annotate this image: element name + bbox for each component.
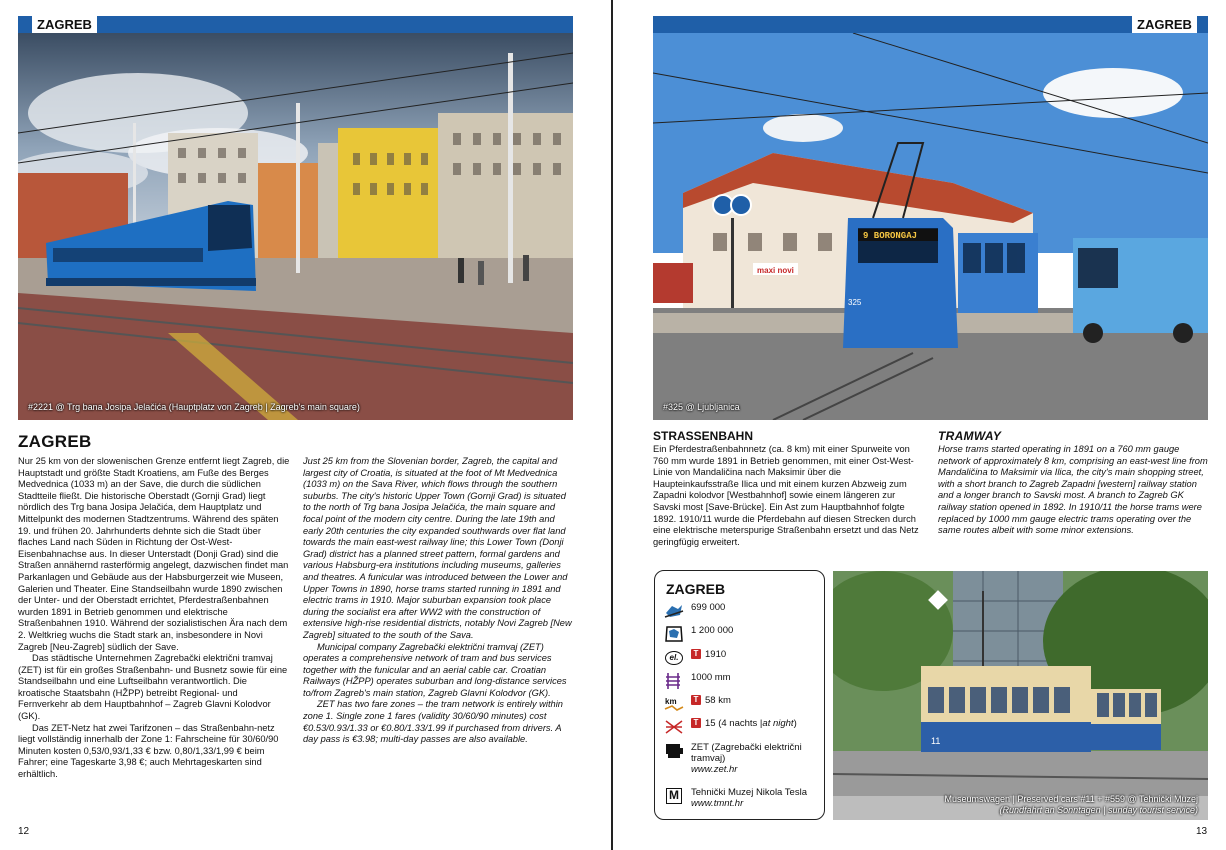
photo-caption-main-square: #2221 @ Trg bana Josipa Jelačića (Hauptplatz von Zagreb | Zagreb's main square)	[28, 402, 360, 412]
metro-area-icon	[663, 625, 685, 643]
length-km-icon	[663, 695, 685, 713]
fact-row-length	[663, 695, 731, 713]
lines-count-value: 15	[705, 718, 716, 729]
english-text-column	[303, 456, 573, 746]
operator-url: www.zet.hr	[691, 764, 738, 775]
lines-note-b: at night	[762, 718, 794, 729]
strassenbahn-text: Ein Pferdestraßenbahnnetz (ca. 8 km) mit einer Spurweite von 760 mm wurde 1891 in Betrieb genommen, mit einer Ost-West-Linie von Mandaličina nach Maksimir über die Haupteinkaufsstraße Ilica und mit einem kurzen Abzweig zum Zapadni kolodvor [Westbahnhof] sowie einem längeren zur Savski most [Save-Brücke]. Ein Ast zum Hauptbahnhof folgte 1892. 1910/11 wurde die Pferdebahn auf diesen Strecken durch eine elektrische meterspurige Straßenbahn ersetzt und das Netz geringfügig erweitert.	[653, 444, 919, 547]
tram-badge-icon: T	[691, 718, 701, 728]
photo-main-square-illustration	[18, 33, 573, 420]
museum-icon: M	[663, 787, 685, 805]
fact-row-population-city	[663, 602, 725, 620]
museum-tram-number: 11	[931, 736, 941, 746]
fact-row-population-metro	[663, 625, 733, 643]
museum-name: Tehnički Muzej Nikola Tesla	[691, 787, 807, 798]
svg-text:km: km	[665, 697, 677, 706]
population-city-value: 699 000	[691, 602, 726, 613]
gauge-value: 1000 mm	[691, 672, 731, 683]
city-area-icon	[663, 602, 685, 620]
fact-box-title: ZAGREB	[666, 581, 726, 597]
fact-box	[654, 570, 825, 820]
de-paragraph-1: Nur 25 km von der slowenischen Grenze entfernt liegt Zagreb, die Hauptstadt und größte Stadt Kroatiens, am Fuße des Berges Medvednica (1033 m) an der Save, die durch die südlichen Stadtteile fließt. Die historische Oberstadt (Gornji Grad) liegt nördlich des Trg bana Josipa Jelačića, dem Hauptplatz und Mittelpunkt des modernen Stadtzentrums. Während des späten 19. und frühen 20. Jahrhunderts dehnte sich die Stadt über flaches Land nach Süden in Richtung der Ost-West-Eisenbahnachse aus. In dieser Unterstadt (Donji Grad) sind die Straßen annähernd rasterförmig angelegt, dazwischen findet man Parkanlagen und Gebäude aus der Habsburgerzeit wie Museen, Galerien und Theater. Eine Standseilbahn wurde 1890 zwischen der Unter- und der Oberstadt errichtet, Pferdestraßenbahnen wurden 1891 in Betrieb genommen und elektrische Straßenbahnen 1910. Während der sozialistischen Ära nach dem 2. Weltkrieg wuchs die Stadt stark an, insbesondere in Novi Zagreb [Neu-Zagreb] südlich der Save.	[18, 456, 290, 652]
electrified-year-value: 1910	[705, 649, 727, 660]
fact-row-operator	[663, 742, 823, 775]
page-gutter	[611, 0, 613, 850]
city-tag-left: ZAGREB	[32, 16, 97, 33]
lines-note-c: )	[793, 718, 797, 729]
page-number-right: 13	[1196, 826, 1208, 837]
fact-row-gauge	[663, 672, 731, 690]
photo-ljubljanica	[653, 33, 1208, 420]
en-paragraph-1: Just 25 km from the Slovenian border, Zagreb, the capital and largest city of Croatia, is situated at the foot of Mt Medvednica (1033 m) on the Sava River, which flows through the southern suburbs. The city's historic Upper Town (Gornji Grad) is situated to the north of Trg bana Josipa Jelačića, the main square and focal point of the modern city centre. During the late 19th and early 20th centuries the city expanded southwards over flat land towards the main east-west railway line; this Lower Town (Donji Grad) district has a planned street pattern, formal gardens and various Habsburg-era institutions including museums, galleries and theatres. A funicular was introduced between the Lower and Upper Towns in 1890, horse trams started running in 1891 and electric trams in 1910. Major suburban expansion took place during the socialist era after WW2 with the construction of extensive high-rise residential districts, notably Novi Zagreb [New Zagreb] situated to the south of the Sava.	[303, 456, 572, 640]
tramway-text: Horse trams started operating in 1891 on a 760 mm gauge network of approximately 8 km, comprising an east-west line from Mandaličina to Maksimir via Ilica, the city's main shopping street, with a short branch to Zagreb Zapadni [western] railway station and a longer branch to Savski most. A branch to Zagreb GK railway station opened in 1892. In 1910/11 the horse trams were replaced by 1000 mm gauge electric trams operating over the same routes albeit with some minor extensions.	[938, 444, 1208, 536]
page-number-left: 12	[18, 826, 30, 837]
operator-icon	[663, 742, 685, 760]
routes-icon	[663, 718, 685, 736]
photo-main-square	[18, 33, 573, 420]
photo-caption-ljubljanica: #325 @ Ljubljanica	[663, 402, 740, 412]
network-length-value: 58 km	[705, 695, 731, 706]
shop-sign: maxi novi	[757, 266, 794, 275]
museum-url: www.tmnt.hr	[691, 798, 744, 809]
photo-museum-trams-illustration	[833, 571, 1208, 820]
tram-badge-icon: T	[691, 649, 701, 659]
operator-name: ZET (Zagrebački električni tramvaj)	[691, 742, 802, 764]
photo-caption-museum-line1: Museumswagen | Preserved cars #11 + #559 @ Tehnički Muzej	[944, 794, 1198, 804]
fact-row-electrified	[663, 649, 726, 667]
section-title-strassenbahn: STRASSENBAHN	[653, 429, 754, 443]
en-paragraph-2: Municipal company Zagrebački električni tramvaj (ZET) operates a comprehensive network of tram and bus services together with the funicular and an aerial cable car. Croatian Railways (HŽPP) operates suburban and long-distance services to/from Zagreb's main station, Zagreb Glavni Kolodvor (GK).	[303, 641, 567, 698]
photo-ljubljanica-illustration	[653, 33, 1208, 420]
lines-note-a: (4 nachts |	[718, 718, 763, 729]
section-title-tramway: TRAMWAY	[938, 429, 1002, 443]
page-title-zagreb: ZAGREB	[18, 432, 92, 451]
header-bar-right	[653, 16, 1208, 33]
electric-icon: el.	[663, 649, 685, 667]
fact-row-lines	[663, 718, 797, 736]
tram-destination-sign: 9 BORONGAJ	[863, 231, 918, 241]
fact-row-museum	[663, 787, 823, 809]
photo-museum-trams	[833, 571, 1208, 820]
en-paragraph-3: ZET has two fare zones – the tram network is entirely within zone 1. Single zone 1 fares (validity 30/60/90 minutes) cost €0.53/0.93/1.33 or €0.80/1.33/1.99 if purchased from drivers. A day pass is €3.98; multi-day passes are also available.	[303, 699, 563, 745]
gauge-icon	[663, 672, 685, 690]
tram-number: 325	[848, 298, 862, 307]
population-metro-value: 1 200 000	[691, 625, 734, 636]
german-text-column	[18, 456, 290, 781]
header-bar-left	[18, 16, 573, 33]
tram-badge-icon: T	[691, 695, 701, 705]
photo-caption-museum-line2: (Rundfahrt an Sonntagen | sunday tourist service)	[999, 805, 1198, 815]
de-paragraph-3: Das ZET-Netz hat zwei Tarifzonen – das Straßenbahn-netz liegt vollständig innerhalb der Zone 1: Fahrscheine für 30/60/90 Minuten kosten 0,53/0,93/1,33 € bzw. 0,80/1,33/1,99 € beim Fahrer; eine Tageskarte 3,98 €; auch Mehrtageskarten sind erhältlich.	[18, 722, 279, 780]
city-tag-right: ZAGREB	[1132, 16, 1197, 33]
de-paragraph-2: Das städtische Unternehmen Zagrebački električni tramvaj (ZET) ist für ein großes Straßenbahn- und Busnetz sowie für eine Standseilbahn und eine Luftseilbahn verantwortlich. Die kroatische Staatsbahn (HŽPP) betreibt Regional- und Fernverkehr ab dem Hauptbahnhof – Zagreb Glavni Kolodvor (GK).	[18, 653, 288, 722]
